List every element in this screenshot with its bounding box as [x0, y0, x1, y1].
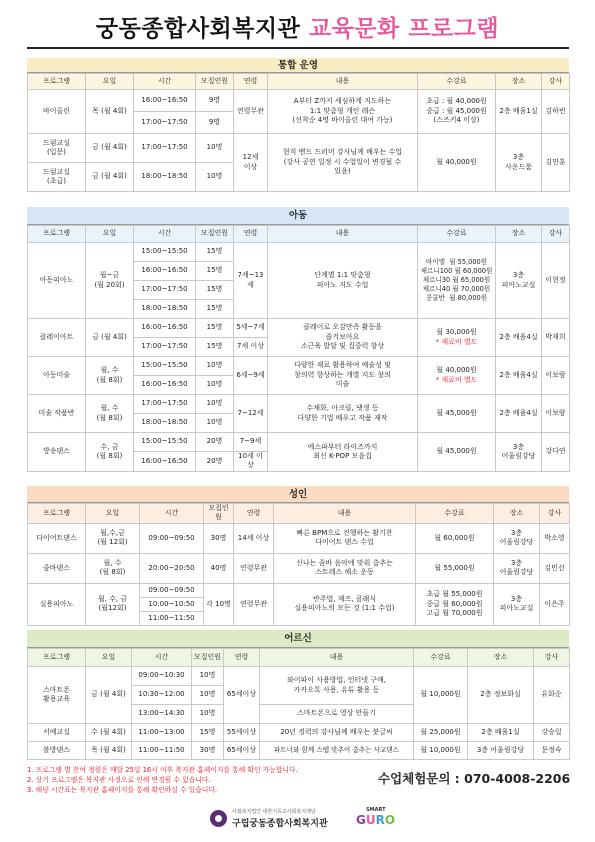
smart-guro-logo: GURO: [356, 813, 396, 827]
program-capacity: 10명: [192, 667, 224, 686]
program-age: 연령무관: [234, 583, 274, 625]
table-row: [28, 724, 570, 742]
notes: [27, 766, 387, 796]
program-capacity: 9명: [196, 112, 234, 134]
program-fee: 바이엘 월 55,000원 체르니100 월 60,000원 체르니30 월 65,000원 체르니40 월 70,000원 콩쿨반 월 80,000원: [418, 243, 496, 319]
program-day: 월, 수 (월 8회): [86, 553, 140, 583]
program-day: 월,수,금 (월 12회): [86, 523, 140, 553]
program-capacity: 9명: [196, 90, 234, 112]
program-time: 10:30~12:00: [132, 686, 192, 705]
table-row: [28, 90, 570, 112]
program-time: 11:00~11:50: [132, 742, 192, 760]
program-name: 다이어트댄스: [28, 523, 86, 553]
program-age: 10세 이상: [234, 452, 268, 472]
welfare-logo-icon: [210, 810, 227, 827]
program-capacity: 30명: [204, 523, 234, 553]
program-teacher: 강다연: [542, 433, 570, 472]
program-fee: 월 55,000원: [416, 553, 494, 583]
footer: [170, 806, 430, 832]
program-place: 2층 배움1실: [496, 90, 542, 134]
program-time: 11:00~11:50: [140, 611, 204, 625]
program-place: 2층 배움4실: [496, 357, 542, 395]
program-name: 미술 작품반: [28, 395, 86, 433]
program-time: 18:00~18:50: [134, 163, 196, 192]
section-title: 어르신: [27, 630, 569, 648]
program-day: 월, 수 (월 8회): [86, 357, 134, 395]
program-fee: 월 10,000원: [414, 742, 468, 760]
page-title: [0, 10, 595, 48]
program-teacher: 이현정: [542, 243, 570, 319]
header-capacity: 모집인원: [192, 649, 224, 667]
program-age: 55세이상: [224, 724, 260, 742]
program-time: 09:00~10:30: [132, 667, 192, 686]
contact-phone: 수업체험문의 : 070-4008-2206: [378, 771, 571, 786]
program-fee: 월 40,000원: [418, 134, 496, 192]
program-time: 20:00~20:50: [140, 553, 204, 583]
program-day: 금 (월 4회): [86, 319, 134, 357]
section-title: 아동: [27, 207, 569, 225]
header-content: 내용: [260, 649, 414, 667]
program-time: 11:00~13:00: [132, 724, 192, 742]
header-fee: 수강료: [418, 226, 496, 243]
program-teacher: 문정숙: [534, 742, 570, 760]
program-age: 7~12세: [234, 395, 268, 433]
program-day: 수, 금 (월 8회): [86, 433, 134, 472]
program-day: 월, 수, 금 (월12회): [86, 583, 140, 625]
program-fee: 월 60,000원: [416, 523, 494, 553]
program-teacher: 유화순: [534, 667, 570, 724]
program-age: 연령무관: [234, 553, 274, 583]
table-row: [28, 243, 570, 262]
header-time: 시간: [140, 504, 204, 524]
program-content: 와이파이 사용방법, 인터넷 구매, 카카오톡 사용, 유튜 활용 등: [260, 667, 414, 705]
program-teacher: 강승일: [534, 724, 570, 742]
program-teacher: 이보람: [542, 357, 570, 395]
header-day: 요일: [86, 504, 140, 524]
program-time: 09:00~09:50: [140, 523, 204, 553]
program-place: 3층 어울림강당: [468, 742, 534, 760]
program-content: 20년 경력의 강사님께 배우는 붓글씨: [260, 724, 414, 742]
header-content: 내용: [274, 504, 416, 524]
program-fee: 초급 월 55,000원 중급 월 60,000원 고급 월 70,000원: [416, 583, 494, 625]
program-capacity: 10명: [196, 163, 234, 192]
program-name: 볼방댄스: [28, 742, 86, 760]
program-name: 아동피아노: [28, 243, 86, 319]
section-integrated: [27, 58, 569, 192]
header-time: 시간: [132, 649, 192, 667]
program-place: 3층 어울림강당: [494, 553, 540, 583]
header-program: 프로그램: [28, 226, 86, 243]
program-age: 65세이상: [224, 667, 260, 724]
program-capacity: 각 10명: [204, 583, 234, 625]
header-teacher: 강사: [540, 504, 570, 524]
program-age: 5세~7세: [234, 319, 268, 338]
program-age: 7세~13세: [234, 243, 268, 319]
program-capacity: 20명: [196, 452, 234, 472]
header-day: 요일: [86, 649, 132, 667]
program-place: 2층 배움1실: [468, 724, 534, 742]
program-fee: 월 40,000원 * 재료비 별도: [418, 357, 496, 395]
header-program: 프로그램: [28, 649, 86, 667]
header-place: 장소: [496, 226, 542, 243]
program-fee: 월 30,000원 * 재료비 별도: [418, 319, 496, 357]
program-day: 목 (월 4회): [86, 742, 132, 760]
header-teacher: 강사: [534, 649, 570, 667]
program-fee: 초급 : 월 40,000원 중급 : 월 45,000원 (스즈키4 이상): [418, 90, 496, 134]
section-children: [27, 207, 569, 472]
section-senior: [27, 630, 569, 760]
program-capacity: 15명: [196, 300, 234, 319]
program-time: 16:00~16:50: [134, 376, 196, 395]
program-teacher: 이은주: [540, 583, 570, 625]
program-capacity: 40명: [204, 553, 234, 583]
program-capacity: 15명: [192, 724, 224, 742]
table-row: [28, 553, 570, 583]
schedule-table: [27, 73, 570, 192]
table-row: [28, 583, 570, 597]
program-fee: 월 25,000원: [414, 724, 468, 742]
header-day: 요일: [86, 74, 134, 90]
program-time: 15:00~15:50: [134, 357, 196, 376]
header-fee: 수강료: [414, 649, 468, 667]
program-age: 연령무관: [234, 90, 268, 134]
program-age: 6세~9세: [234, 357, 268, 395]
program-content: 에스파부터 라이즈까지 최신 K-POP 모음집: [268, 433, 418, 472]
header-capacity: 모집인원: [204, 504, 234, 524]
program-age: 14세 이상: [234, 523, 274, 553]
program-content: 수채화, 아크릴, 댓생 등 다양한 기법 배우고 작품 제작: [268, 395, 418, 433]
program-content: 다양한 재료 활용하여 예술성 및 창의력 향상하는 개별 지도 창의 미술: [268, 357, 418, 395]
program-time: 17:00~17:50: [134, 281, 196, 300]
program-name: 드럼교실 (입문): [28, 134, 86, 163]
header-program: 프로그램: [28, 74, 86, 90]
table-header-row: [28, 649, 570, 667]
program-teacher: 김민선: [540, 553, 570, 583]
program-time: 17:00~17:50: [134, 395, 196, 414]
table-row: [28, 433, 570, 452]
header-place: 장소: [468, 649, 534, 667]
program-content: A부터 Z까지 세심하게 지도하는 1:1 맞춤형 개인 레슨 (선착순 4명 바이올린 대여 가능): [268, 90, 418, 134]
section-title: 성인: [27, 486, 569, 503]
header-fee: 수강료: [418, 74, 496, 90]
program-capacity: 15명: [196, 243, 234, 262]
program-place: 3층 어울림강당: [494, 523, 540, 553]
table-row: [28, 357, 570, 376]
program-day: 금 (월 4회): [86, 163, 134, 192]
program-capacity: 10명: [196, 414, 234, 433]
table-row: [28, 667, 570, 686]
program-content: 클레이로 오감만족 활동을 즐겨보아요 소근육 발달 및 집중력 향상: [268, 319, 418, 357]
schedule-table: [27, 648, 570, 760]
note-item: 3. 해당 시간표는 복지관 홈페이지를 통해 확인하실 수 있습니다.: [27, 785, 218, 794]
program-name: 서예교실: [28, 724, 86, 742]
program-place: 3층 피아노교실: [494, 583, 540, 625]
header-capacity: 모집인원: [196, 226, 234, 243]
program-capacity: 15명: [196, 281, 234, 300]
program-time: 17:00~17:50: [134, 338, 196, 357]
program-place: 3층 피아노교실: [496, 243, 542, 319]
program-time: 15:00~15:50: [134, 433, 196, 452]
header-capacity: 모집인원: [196, 74, 234, 90]
table-row: [28, 742, 570, 760]
program-day: 월~금 (월 20회): [86, 243, 134, 319]
program-teacher: 박재희: [542, 319, 570, 357]
header-age: 연령: [234, 74, 268, 90]
foundation-name: 사회복지법인 대한기독교사회복지재단: [232, 809, 316, 815]
program-day: 수 (월 4회): [86, 724, 132, 742]
program-capacity: 20명: [196, 433, 234, 452]
program-capacity: 10명: [196, 395, 234, 414]
header-teacher: 강사: [542, 74, 570, 90]
program-content: 현직 밴드 드러머 강사님께 배우는 수업 (강사 공연 일정 시 수업일이 변경될 수 있음): [268, 134, 418, 192]
program-teacher: 이보람: [542, 395, 570, 433]
program-content: 반주법, 재즈, 클래식 실용피아노의 모든 것 (1:1 수업): [274, 583, 416, 625]
program-capacity: 10명: [192, 686, 224, 705]
program-teacher: 박소영: [540, 523, 570, 553]
program-capacity: 15명: [196, 319, 234, 338]
program-name: 실용피아노: [28, 583, 86, 625]
header-day: 요일: [86, 226, 134, 243]
program-time: 16:00~16:50: [134, 90, 196, 112]
title-underline: [27, 47, 569, 49]
header-time: 시간: [134, 226, 196, 243]
program-name: 아동미술: [28, 357, 86, 395]
schedule-table: [27, 225, 570, 472]
program-capacity: 10명: [192, 705, 224, 724]
table-header-row: [28, 504, 570, 524]
program-content: 단계별 1:1 맞춤형 피아노 지도 수업: [268, 243, 418, 319]
note-item: 2. 상기 프로그램은 복지관 사정으로 인해 변경될 수 있습니다.: [27, 775, 211, 784]
section-adult: [27, 486, 569, 626]
header-content: 내용: [268, 74, 418, 90]
program-teacher: 김민훈: [542, 134, 570, 192]
program-teacher: 김하빈: [542, 90, 570, 134]
program-day: 금 (월 4회): [86, 134, 134, 163]
program-time: 18:00~18:50: [134, 300, 196, 319]
program-time: 13:00~14:30: [132, 705, 192, 724]
program-fee: 월 45,000원: [418, 433, 496, 472]
program-name: 줌바댄스: [28, 553, 86, 583]
program-content: 파트너와 함께 스텝 맞추어 춤추는 사교댄스: [260, 742, 414, 760]
header-time: 시간: [134, 74, 196, 90]
program-name: 바이올린: [28, 90, 86, 134]
center-name: 구립궁동종합사회복지관: [232, 819, 328, 829]
program-day: 월, 수 (월 8회): [86, 395, 134, 433]
section-title: 통합 운영: [27, 58, 569, 73]
program-time: 18:00~18:50: [134, 414, 196, 433]
program-day: 금 (월 4회): [86, 667, 132, 724]
program-capacity: 15명: [196, 262, 234, 281]
table-row: [28, 395, 570, 414]
header-place: 장소: [494, 504, 540, 524]
program-capacity: 15명: [196, 338, 234, 357]
program-time: 16:00~16:50: [134, 452, 196, 472]
program-age: 7세 이상: [234, 338, 268, 357]
program-name: 클레이아트: [28, 319, 86, 357]
program-fee: 월 45,000원: [418, 395, 496, 433]
program-place: 2층 정보화실: [468, 667, 534, 724]
program-name: 드럼교실 (초급): [28, 163, 86, 192]
program-age: 7~9세: [234, 433, 268, 452]
program-time: 17:00~17:50: [134, 134, 196, 163]
program-name: 방송댄스: [28, 433, 86, 472]
program-capacity: 10명: [196, 376, 234, 395]
program-time: 09:00~09:50: [140, 583, 204, 597]
program-content: 빠른 BPM으로 진행하는 활기찬 다이어트 댄스 수업: [274, 523, 416, 553]
title-main: 궁동종합사회복지관: [95, 16, 301, 42]
table-header-row: [28, 74, 570, 90]
table-row: [28, 134, 570, 163]
program-day: 목 (월 4회): [86, 90, 134, 134]
table-row: [28, 523, 570, 553]
program-time: 16:00~16:50: [134, 319, 196, 338]
program-name: 스마트폰 활용교육: [28, 667, 86, 724]
program-place: 2층 배움4실: [496, 395, 542, 433]
program-capacity: 30명: [192, 742, 224, 760]
schedule-table: [27, 503, 570, 626]
program-fee: 월 10,000원: [414, 667, 468, 724]
program-capacity: 10명: [196, 134, 234, 163]
table-header-row: [28, 226, 570, 243]
program-time: 15:00~15:50: [134, 243, 196, 262]
header-place: 장소: [496, 74, 542, 90]
header-age: 연령: [234, 504, 274, 524]
program-content: 스마트폰으로 영상 만들기: [260, 705, 414, 724]
program-time: 16:00~16:50: [134, 262, 196, 281]
program-time: 10:00~10:50: [140, 597, 204, 611]
program-age: 65세이상: [224, 742, 260, 760]
program-content: 신나는 줌바 음악에 맞춰 춤추는 스트레스 해소 운동: [274, 553, 416, 583]
header-age: 연령: [224, 649, 260, 667]
program-age: 12세 이상: [234, 134, 268, 192]
header-program: 프로그램: [28, 504, 86, 524]
program-place: 3층 사운드룸: [496, 134, 542, 192]
header-content: 내용: [268, 226, 418, 243]
note-item: 1. 프로그램 별 잔여 정원은 매달 25일 16시 이후 복지관 홈페이지를 통해 확인 가능합니다.: [27, 766, 298, 774]
program-place: 2층 배움4실: [496, 319, 542, 357]
header-teacher: 강사: [542, 226, 570, 243]
program-capacity: 10명: [196, 357, 234, 376]
header-fee: 수강료: [416, 504, 494, 524]
title-accent: 교육문화 프로그램: [308, 16, 500, 42]
program-time: 17:00~17:50: [134, 112, 196, 134]
header-age: 연령: [234, 226, 268, 243]
table-row: [28, 319, 570, 338]
program-place: 3층 어울림강당: [496, 433, 542, 472]
smart-label: SMART: [366, 807, 386, 813]
